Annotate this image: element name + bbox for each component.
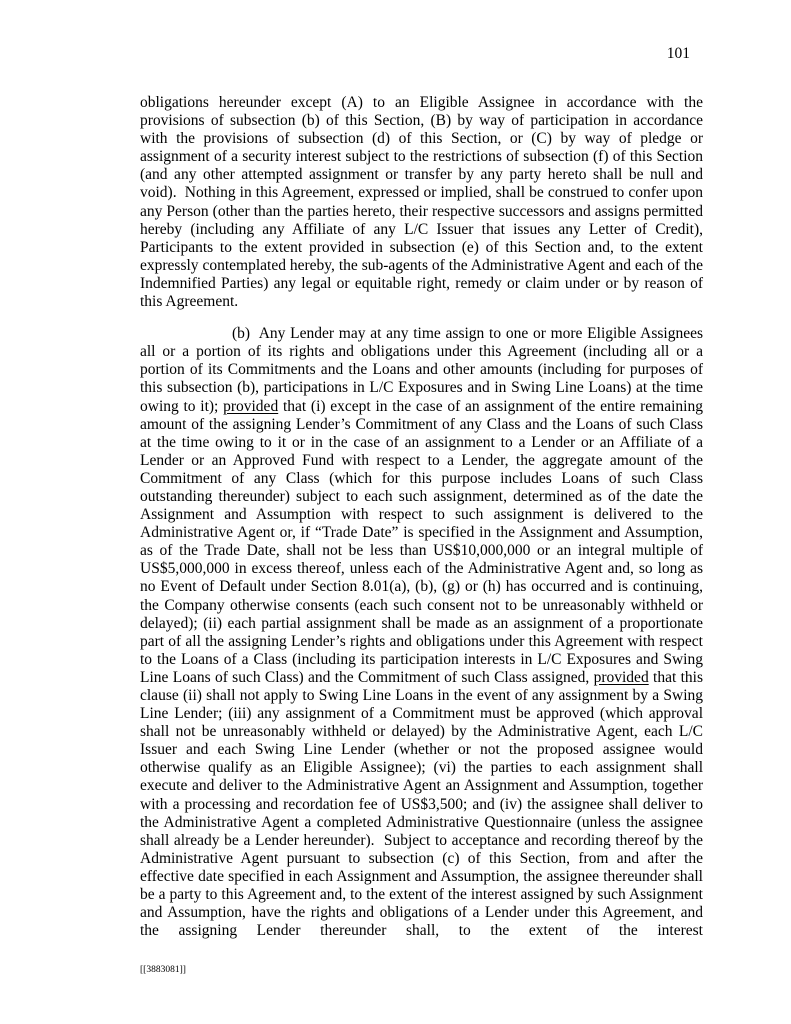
underlined-term: provided	[223, 397, 279, 415]
page-number: 101	[666, 45, 690, 62]
underlined-term: provided	[593, 668, 649, 686]
text-segment: obligations hereunder except (A) to an Eligible Assignee in accordance with the provisions of subsection (b) of this Section, (B) by way of participation in accordance with the provisions of subsection (d) of this Section, or (C) by way of pledge or assignment of a security interest subject to the restrictions of subsection (f) of this Section (and any other attempted assignment or transfer by any party hereto shall be null and void). Nothing in this Agreement, expressed or implied, shall be construed to confer upon any Person (other than the parties hereto, their respective successors and assigns permitted hereby (including any Affiliate of any L/C Issuer that issues any Letter of Credit), Participants to the extent provided in subsection (e) of this Section and, to the extent expressly contemplated hereby, the sub-agents of the Administrative Agent and each of the Indemnified Parties) any legal or equitable right, remedy or claim under or by reason of this Agreement.	[140, 94, 703, 311]
paragraph-continuation	[140, 94, 703, 311]
text-segment: that this clause (ii) shall not apply to Swing Line Loans in the event of any assignment by a Swing Line Lender; (iii) any assignment of a Commitment must be approved (which approval shall not be unreasonably withheld or delayed) by the Administrative Agent, each L/C Issuer and each Swing Line Lender (whether or not the proposed assignee would otherwise qualify as an Eligible Assignee); (vi) the parties to each assignment shall execute and deliver to the Administrative Agent an Assignment and Assumption, together with a processing and recordation fee of US$3,500; and (iv) the assignee shall deliver to the Administrative Agent a completed Administrative Questionnaire (unless the assignee shall already be a Lender hereunder). Subject to acceptance and recording thereof by the Administrative Agent pursuant to subsection (c) of this Section, from and after the effective date specified in each Assignment and Assumption, the assignee thereunder shall be a party to this Agreement and, to the extent of the interest assigned by such Assignment and Assumption, have the rights and obligations of a Lender under this Agreement, and the assigning Lender thereunder shall, to the extent of the interest	[140, 668, 703, 940]
text-segment: that (i) except in the case of an assignment of the entire remaining amount of the assigning Lender’s Commitment of any Class and the Loans of such Class at the time owing to it or in the case of an assignment to a Lender or an Affiliate of a Lender or an Approved Fund with respect to a Lender, the aggregate amount of the Commitment of any Class (which for this purpose includes Loans of such Class outstanding thereunder) subject to each such assignment, determined as of the date the Assignment and Assumption with respect to such assignment is delivered to the Administrative Agent or, if “Trade Date” is specified in the Assignment and Assumption, as of the Trade Date, shall not be less than US$10,000,000 or an integral multiple of US$5,000,000 in excess thereof, unless each of the Administrative Agent and, so long as no Event of Default under Section 8.01(a), (b), (g) or (h) has occurred and is continuing, the Company otherwise consents (each such consent not to be unreasonably withheld or delayed); (ii) each partial assignment shall be made as an assignment of a proportionate part of all the assigning Lender’s rights and obligations under this Agreement with respect to the Loans of a Class (including its participation interests in L/C Exposures and Swing Line Loans of such Class) and the Commitment of such Class assigned,	[140, 397, 703, 686]
paragraph-b	[140, 325, 703, 940]
text-segment: (b) Any Lender may at any time assign to one or more Eligible Assignees all or a portion of its rights and obligations under this Agreement (including all or a portion of its Commitments and the Loans and other amounts (including for purposes of this subsection (b), participations in L/C Exposures and in Swing Line Loans) at the time owing to it);	[140, 325, 703, 415]
document-body	[140, 94, 703, 940]
footer-doc-id: [[3883081]]	[140, 965, 186, 975]
